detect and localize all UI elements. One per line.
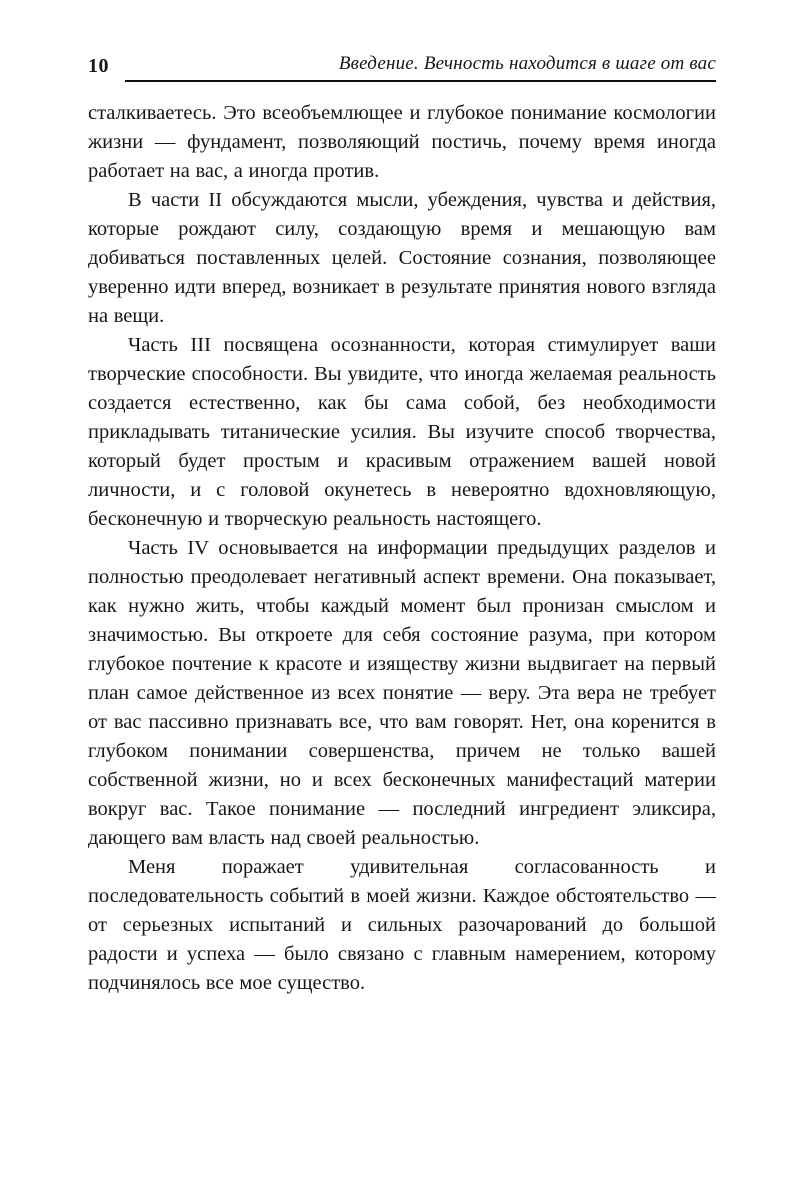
header-rule [125,54,716,82]
paragraph: Часть IV основывается на информации предыдущих разделов и полностью преодолевает негативный аспект времени. Она показывает, как нужно жить, чтобы каждый момент был пронизан смыслом и значимостью. Вы откроете для себя состояние разума, при котором глубокое почтение к красоте и изяществу жизни выдвигает на первый план самое действенное из всех понятие — веру. Эта вера не требует от вас пассивно признавать все, что вам говорят. Нет, она коренится в глубоком понимании совершенства, причем не только вашей собственной жизни, но и всех бесконечных манифестаций материи вокруг вас. Такое понимание — последний ингредиент эликсира, дающего вам власть над своей реальностью. [88,536,716,849]
page-body [88,99,716,998]
running-title: Введение. Вечность находится в шаге от вас [338,53,716,74]
paragraph: сталкиваетесь. Это всеобъемлющее и глубокое понимание космологии жизни — фундамент, позволяющий постичь, почему время иногда работает на вас, а иногда против. [88,101,716,182]
page-header [88,54,716,82]
paragraph: В части II обсуждаются мысли, убеждения, чувства и действия, которые рождают силу, создающую время и мешающую вам добиваться поставленных целей. Состояние сознания, позволяющее уверенно идти вперед, возникает в результате принятия нового взгляда на вещи. [88,188,716,327]
paragraph: Меня поражает удивительная согласованность и последовательность событий в моей жизни. Каждое обстоятельство — от серьезных испытаний и сильных разочарований до большой радости и успеха — было связано с главным намерением, которому подчинялось все мое существо. [88,855,716,994]
paragraph: Часть III посвящена осознанности, которая стимулирует ваши творческие способности. Вы увидите, что иногда желаемая реальность создается естественно, как бы сама собой, без необходимости прикладывать титанические усилия. Вы изучите способ творчества, который будет простым и красивым отражением вашей новой личности, и с головой окунетесь в невероятно вдохновляющую, бесконечную и творческую реальность настоящего. [88,333,716,530]
page-number: 10 [88,54,109,77]
